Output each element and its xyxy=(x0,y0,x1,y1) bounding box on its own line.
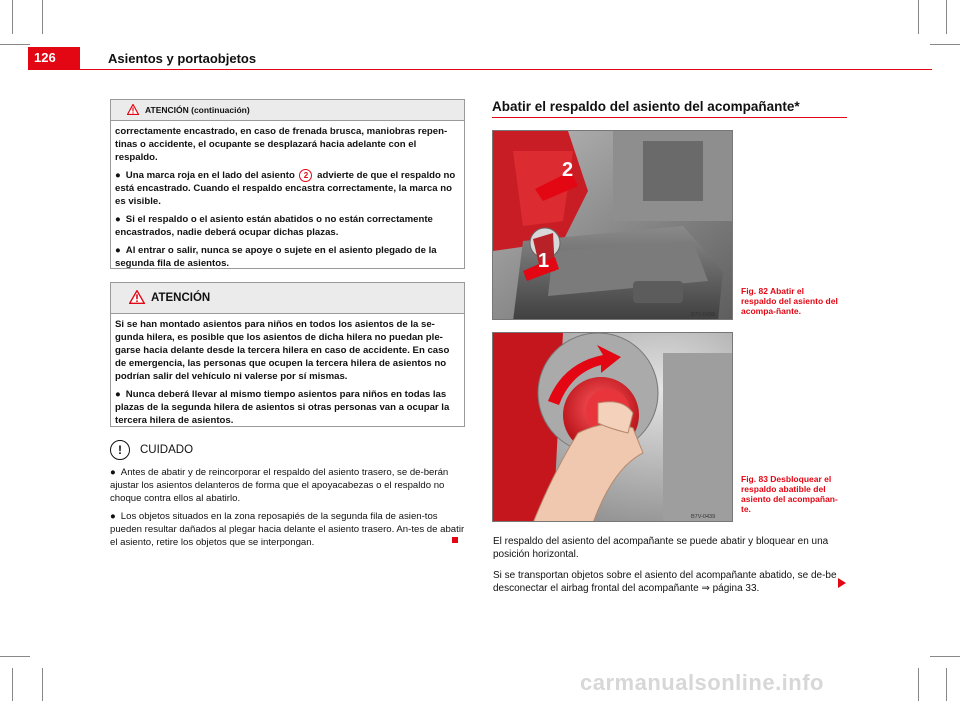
crop-mark xyxy=(918,0,919,34)
exclamation-circle-icon: ! xyxy=(110,440,130,460)
crop-mark xyxy=(12,0,13,34)
warning-paragraph: Si se han montado asientos para niños en todos los asientos de la se-gunda hilera, es posible que los asientos de dicha hilera no puedan ple-garse hacia delante desde la tercera hilera en caso de accidente. En caso de emergencia, las personas que ocupen la tercera hilera de asientos no podrían salir del vehículo ni valerse por sí mismas. xyxy=(115,319,450,382)
watermark: carmanualsonline.info xyxy=(580,670,824,695)
warning-box xyxy=(110,282,465,427)
warning-box-continued xyxy=(110,99,465,269)
caution-heading: CUIDADO xyxy=(140,443,194,456)
running-title: Asientos y portaobjetos xyxy=(108,51,257,66)
caution-section xyxy=(110,440,465,554)
figure-82-caption: Fig. 82 Abatir el respaldo del asiento del acompa-ñante. xyxy=(741,286,838,316)
caution-bullet: ● Antes de abatir y de reincorporar el respaldo del asiento trasero, se de-berán ajustar los asientos delanteros de forma que el apoyacabezas o el respaldo no choque contra ellos al abatirlo. xyxy=(110,467,449,504)
header-rule xyxy=(28,69,932,70)
crop-mark xyxy=(0,656,30,657)
warning-bullet: ● Una marca roja en el lado del asiento 2 advierte de que el respaldo no está encastrado. Cuando el respaldo encastra correctamente, la marca no es visible. xyxy=(115,170,456,207)
figure-code: B7V-0439 xyxy=(691,514,716,520)
warning-triangle-icon xyxy=(129,290,145,307)
warning-bullet: ● Si el respaldo o el asiento están abatidos o no están correctamente encastrados, nadie deberá ocupar dichas plazas. xyxy=(115,214,433,238)
warning-body xyxy=(111,314,464,427)
warning-heading: ATENCIÓN (continuación) xyxy=(145,105,250,115)
section-rule xyxy=(492,117,847,118)
caution-bullet: ● Los objetos situados en la zona reposapiés de la segunda fila de asien-tos pueden resultar dañados al plegar hacia delante el asiento trasero. An-tes de abatir el asiento, retire los objetos que se interpongan. xyxy=(110,511,465,548)
section-body xyxy=(493,535,848,603)
bullet-icon: ● xyxy=(115,245,121,256)
crop-mark xyxy=(918,668,919,701)
figure-82-image xyxy=(492,130,733,320)
warning-triangle-icon xyxy=(127,104,139,117)
section-title: Abatir el respaldo del asiento del acompañante* xyxy=(492,99,800,114)
crop-mark xyxy=(946,668,947,701)
warning-paragraph: correctamente encastrado, en caso de frenada brusca, maniobras repen-tinas o accidente, el ocupante se desplazará hacia adelante con el respaldo. xyxy=(115,126,448,163)
crop-mark xyxy=(12,668,13,701)
callout-1-marker: 1 xyxy=(538,250,550,272)
warning-box-header xyxy=(111,100,464,121)
crop-mark xyxy=(930,44,960,45)
crop-mark xyxy=(0,44,30,45)
warning-heading: ATENCIÓN xyxy=(151,292,211,304)
caution-header xyxy=(110,440,465,460)
bullet-icon: ● xyxy=(110,467,116,478)
figure-83-image xyxy=(492,332,733,522)
body-paragraph: Si se transportan objetos sobre el asiento del acompañante abatido, se de-be desconectar el airbag frontal del acompañante ⇒ página 33. xyxy=(493,570,837,594)
body-paragraph: El respaldo del asiento del acompañante se puede abatir y bloquear en una posición horizontal. xyxy=(493,536,829,560)
figure-code: B7V-0438 xyxy=(691,312,716,318)
crop-mark xyxy=(42,668,43,701)
figure-83-caption: Fig. 83 Desbloquear el respaldo abatible del asiento del acompañan-te. xyxy=(741,474,838,514)
end-of-section-mark xyxy=(452,537,458,543)
warning-box-header xyxy=(111,283,464,314)
bullet-icon: ● xyxy=(115,214,121,225)
crop-mark xyxy=(42,0,43,34)
crop-mark xyxy=(946,0,947,34)
crop-mark xyxy=(930,656,960,657)
warning-bullet: ● Al entrar o salir, nunca se apoye o sujete en el asiento plegado de la segunda fila de asientos. xyxy=(115,245,437,269)
page-number: 126 xyxy=(28,47,80,69)
bullet-icon: ● xyxy=(110,511,116,522)
callout-2-marker: 2 xyxy=(562,159,574,181)
bullet-icon: ● xyxy=(115,389,121,400)
continue-arrow-icon xyxy=(838,578,846,588)
callout-ref: 2 xyxy=(299,169,312,182)
warning-body xyxy=(111,121,464,270)
warning-bullet: ● Nunca deberá llevar al mismo tiempo asientos para niños en todas las plazas de la segunda hilera de asientos si otras personas van a ocupar la tercera hilera de asientos. xyxy=(115,389,450,426)
bullet-icon: ● xyxy=(115,170,121,181)
